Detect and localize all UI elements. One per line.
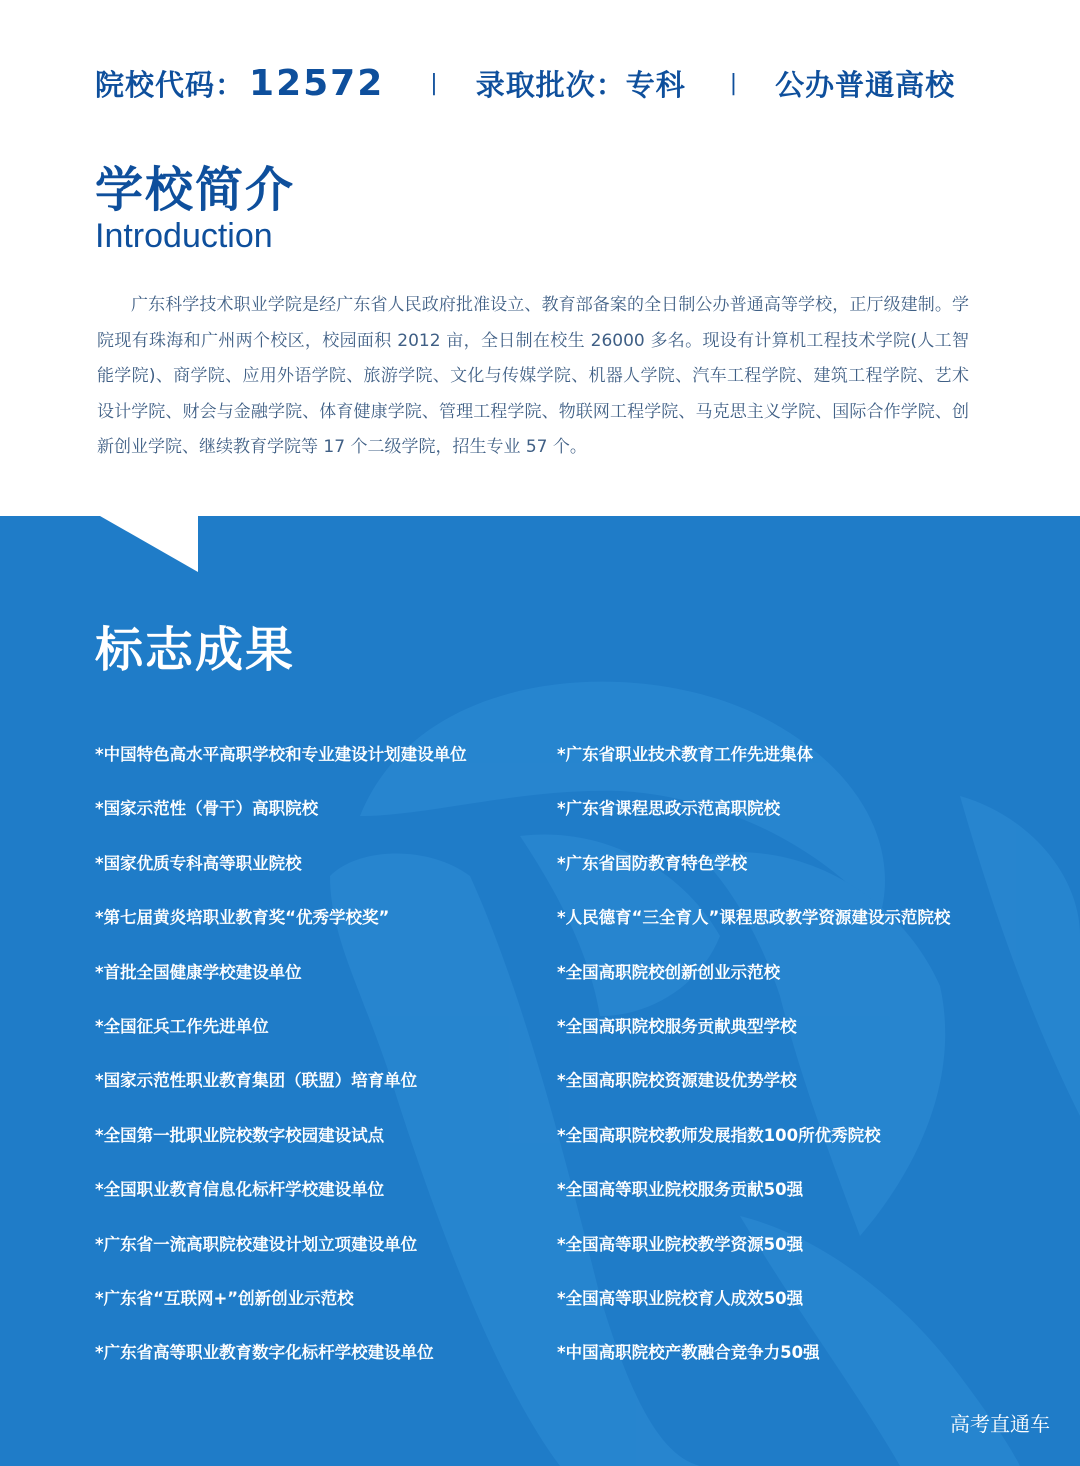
section-notch: [100, 516, 198, 572]
list-item: *全国高职院校资源建设优势学校: [557, 1071, 797, 1091]
school-code-label: 院校代码：: [95, 67, 246, 102]
list-item: *广东省高等职业教育数字化标杆学校建设单位: [95, 1343, 434, 1363]
list-item: *全国第一批职业院校数字校园建设试点: [95, 1125, 385, 1145]
list-item: *全国高等职业院校育人成效50强: [557, 1288, 804, 1308]
list-item: *中国特色高水平高职学校和专业建设计划建设单位: [95, 745, 467, 764]
list-item: *第七届黄炎培职业教育奖“优秀学校奖”: [95, 908, 390, 928]
list-item: *全国高等职业院校服务贡献50强: [557, 1180, 804, 1200]
list-item: *国家示范性职业教育集团（联盟）培育单位: [95, 1071, 418, 1091]
list-item: *国家示范性（骨干）高职院校: [95, 799, 319, 819]
list-item: *全国高职院校服务贡献典型学校: [557, 1016, 797, 1036]
intro-subtitle: Introduction: [95, 217, 273, 255]
intro-paragraph: 广东科学技术职业学院是经广东省人民政府批准设立、教育部备案的全日制公办普通高等学校，正厅级建制。学院现有珠海和广州两个校区，校园面积 2012 亩，全日制在校生 26000 多名。现设有计算机工程技术学院(人工智能学院)、商学院、应用外语学院、旅游学院、文化与传媒学院、机器人学院、汽车工程学院、建筑工程学院、艺术设计学院、财会与金融学院、体育健康学院、管理工程学院、物联网工程学院、马克思主义学院、国际合作学院、创新创业学院、继续教育学院等 17 个二级学院，招生专业 57 个。: [97, 295, 969, 457]
achievements-list-left: [95, 738, 550, 1391]
header-separator: |: [729, 70, 738, 96]
list-item: *中国高职院校产教融合竞争力50强: [557, 1343, 820, 1363]
achievements-title: 标志成果: [95, 622, 296, 678]
list-item: *人民德育“三全育人”课程思政教学资源建设示范院校: [557, 908, 951, 928]
list-item: *全国征兵工作先进单位: [95, 1016, 269, 1036]
intro-title: 学校简介: [95, 162, 296, 218]
school-type: 公办普通高校: [775, 67, 956, 102]
watermark-text: 高考直通车: [950, 1412, 1050, 1436]
admission-batch: 录取批次：专科: [475, 67, 686, 102]
achievements-list-right: [557, 738, 1057, 1391]
header-bar: [95, 58, 995, 108]
header-separator: |: [430, 70, 438, 96]
list-item: *全国高等职业院校教学资源50强: [557, 1234, 804, 1254]
list-item: *国家优质专科高等职业院校: [95, 853, 302, 873]
list-item: *广东省“互联网+”创新创业示范校: [95, 1288, 354, 1308]
list-item: *广东省课程思政示范高职院校: [557, 799, 781, 819]
list-item: *广东省国防教育特色学校: [557, 853, 748, 873]
list-item: *全国高职院校创新创业示范校: [557, 962, 781, 982]
school-code-value: 12572: [249, 62, 385, 104]
list-item: *广东省一流高职院校建设计划立项建设单位: [95, 1234, 418, 1254]
list-item: *首批全国健康学校建设单位: [95, 962, 302, 982]
list-item: *广东省职业技术教育工作先进集体: [557, 745, 814, 764]
list-item: *全国职业教育信息化标杆学校建设单位: [95, 1180, 385, 1200]
list-item: *全国高职院校教师发展指数100所优秀院校: [557, 1125, 881, 1145]
